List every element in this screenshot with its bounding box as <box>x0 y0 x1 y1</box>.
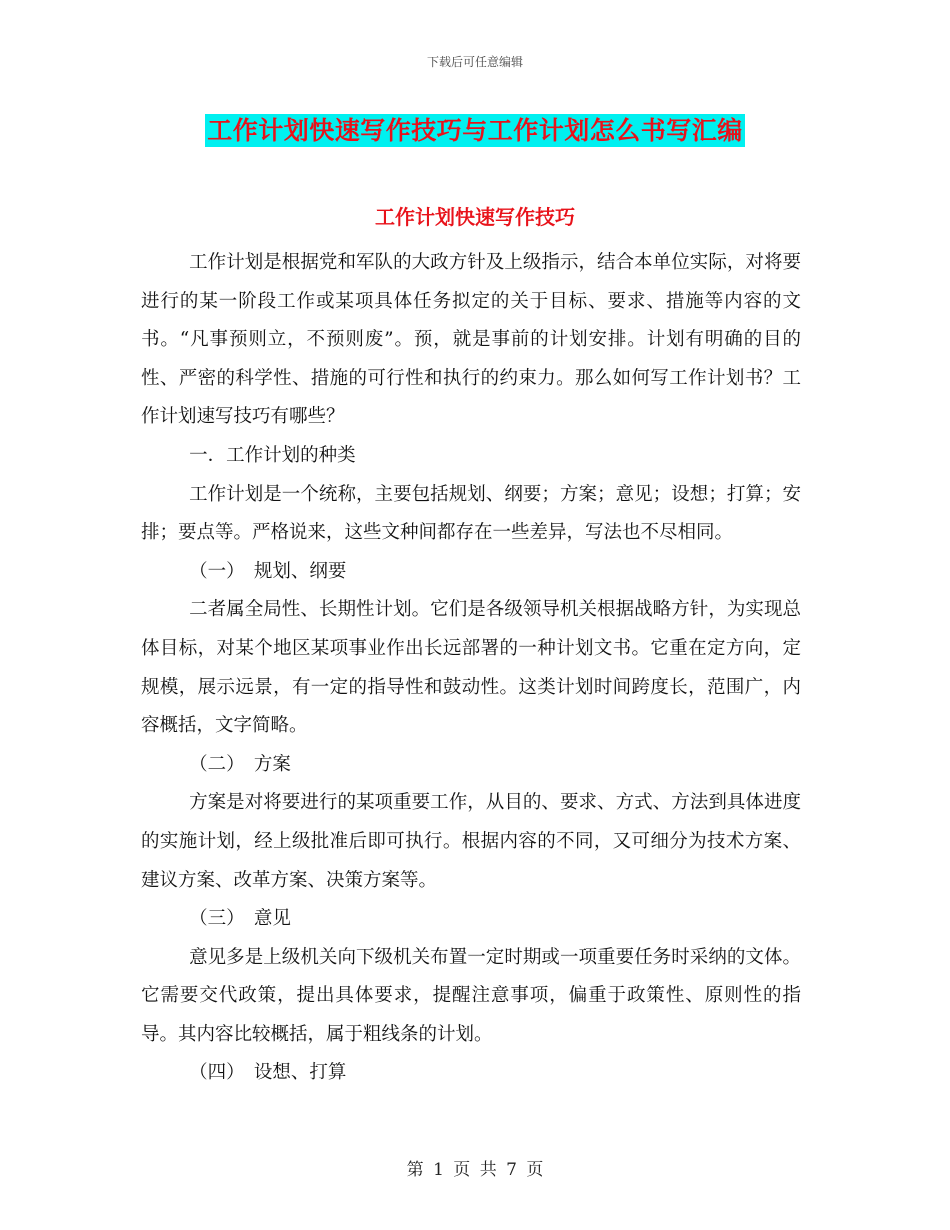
header-note: 下载后可任意编辑 <box>426 55 523 69</box>
section-title: 工作计划快速写作技巧 <box>375 205 575 229</box>
section-paragraph-1: 工作计划是一个统称，主要包括规划、纲要；方案；意见；设想；打算；安排；要点等。严格说来，这些文种间都存在一些差异，写法也不尽相同。 <box>141 483 801 544</box>
sub-paragraph-3: 意见多是上级机关向下级机关布置一定时期或一项重要任务时采纳的文体。它需要交代政策，提出具体要求，提醒注意事项，偏重于政策性、原则性的指导。其内容比较概括，属于粗线条的计划。 <box>141 946 801 1045</box>
document-body <box>141 244 801 1093</box>
sub-paragraph-2: 方案是对将要进行的某项重要工作，从目的、要求、方式、方法到具体进度的实施计划，经上级批准后即可执行。根据内容的不同，又可细分为技术方案、建议方案、改革方案、决策方案等。 <box>141 792 801 891</box>
intro-paragraph: 工作计划是根据党和军队的大政方针及上级指示，结合本单位实际，对将要进行的某一阶段工作或某项具体任务拟定的关于目标、要求、措施等内容的文书。“凡事预则立，不预则废”。预，就是事前的计划安排。计划有明确的目的性、严密的科学性、措施的可行性和执行的约束力。那么如何写工作计划书？工作计划速写技巧有哪些？ <box>141 252 801 428</box>
sub-heading-4: （四） 设想、打算 <box>189 1062 347 1084</box>
main-title: 工作计划快速写作技巧与工作计划怎么书写汇编 <box>207 116 743 145</box>
sub-paragraph-1: 二者属全局性、长期性计划。它们是各级领导机关根据战略方针，为实现总体目标，对某个地区某项事业作出长远部署的一种计划文书。它重在定方向，定规模，展示远景，有一定的指导性和鼓动性。这类计划时间跨度长，范围广，内容概括，文字简略。 <box>141 599 801 737</box>
section-heading-1: 一．工作计划的种类 <box>189 444 356 466</box>
page-footer: 第 1 页 共 7 页 <box>406 1160 544 1180</box>
sub-heading-3: （三） 意见 <box>189 908 291 930</box>
main-title-wrap <box>0 114 950 147</box>
sub-heading-1: （一） 规划、纲要 <box>189 560 347 582</box>
sub-heading-2: （二） 方案 <box>189 753 291 775</box>
